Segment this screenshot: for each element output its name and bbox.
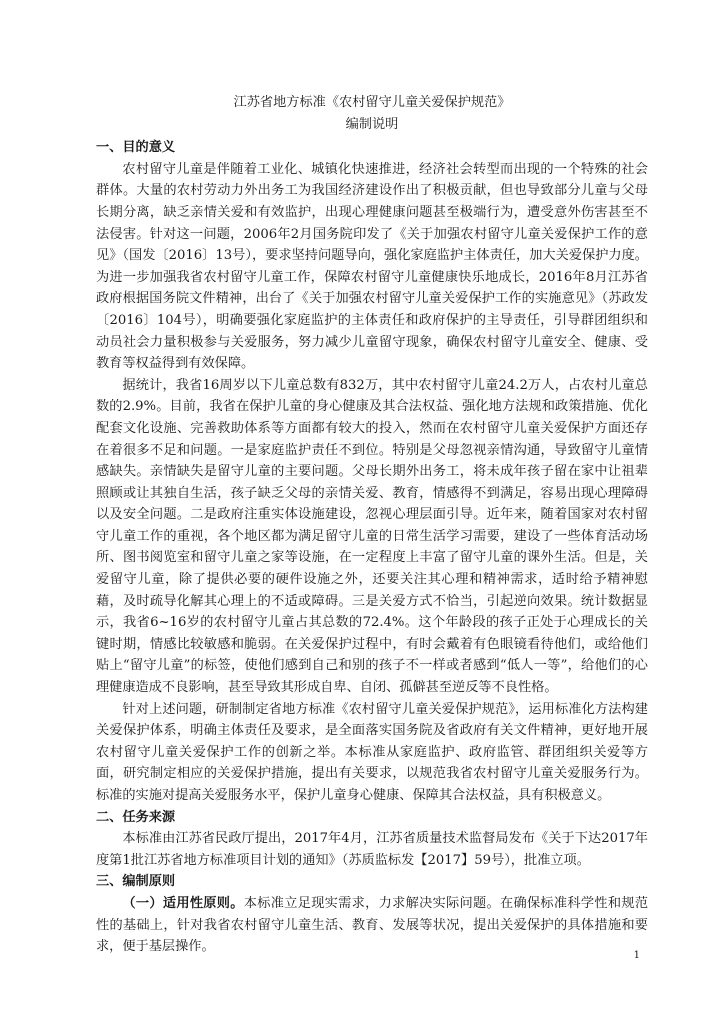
section-2-paragraph-1: 本标准由江苏省民政厅提出，2017年4月，江苏省质量技术监督局发布《关于下达2017年度第1批江苏省地方标准项目计划的通知》（苏质监标发【2017】59号），批准立项。 (96, 831, 648, 868)
section-1-heading: 一、目的意义 (96, 140, 176, 156)
section-3-heading: 三、编制原则 (96, 874, 176, 890)
section-3-item-1 (96, 893, 648, 958)
section-3-item-1-text: 本标准立足现实需求，力求解决实际问题。在确保标准科学性和规范性的基础上，针对我省农村留守儿童生活、教育、发展等状况，提出关爱保护的具体措施和要求，便于基层操作。 (96, 895, 649, 955)
section-3-item-1-lead: （一）适用性原则。 (122, 895, 244, 911)
section-1-paragraph-3: 针对上述问题，研制制定省地方标准《农村留守儿童关爱保护规范》，运用标准化方法构建关爱保护体系，明确主体责任及要求，是全面落实国务院及省政府有关文件精神，更好地开展农村留守儿童关爱保护工作的创新之举。本标准从家庭监护、政府监管、群团组织关爱等方面，研究制定相应的关爱保护措施，提出有关要求，以规范我省农村留守儿童关爱服务行为。标准的实施对提高关爱服务水平，保护儿童身心健康、保障其合法权益，具有积极意义。 (96, 701, 648, 803)
page-number: 1 (633, 950, 640, 961)
document-subtitle: 编制说明 (345, 116, 399, 132)
document-page (96, 92, 648, 958)
section-1-paragraph-1: 农村留守儿童是伴随着工业化、城镇化快速推进，经济社会转型而出现的一个特殊的社会群体。大量的农村劳动力外出务工为我国经济建设作出了积极贡献，但也导致部分儿童与父母长期分离，缺乏亲情关爱和有效监护，出现心理健康问题甚至极端行为，遭受意外伤害甚至不法侵害。针对这一问题，2006年2月国务院印发了《关于加强农村留守儿童关爱保护工作的意见》（国发〔2016〕13号），要求坚持问题导向，强化家庭监护主体责任，加大关爱保护力度。为进一步加强我省农村留守儿童工作，保障农村留守儿童健康快乐地成长，2016年8月江苏省政府根据国务院文件精神，出台了《关于加强农村留守儿童关爱保护工作的实施意见》（苏政发〔2016〕104号），明确要强化家庭监护的主体责任和政府保护的主导责任，引导群团组织和动员社会力量积极参与关爱服务，努力减少儿童留守现象，确保农村留守儿童安全、健康、受教育等权益得到有效保障。 (96, 161, 648, 372)
section-2-heading: 二、任务来源 (96, 809, 176, 825)
document-title: 江苏省地方标准《农村留守儿童关爱保护规范》 (233, 95, 511, 110)
section-1-paragraph-2: 据统计，我省16周岁以下儿童总数有832万，其中农村留守儿童24.2万人，占农村儿童总数的2.9%。目前，我省在保护儿童的身心健康及其合法权益、强化地方法规和政策措施、优化配套文化设施、完善救助体系等方面都有较大的投入，然而在农村留守儿童关爱保护方面还存在着很多不足和问题。一是家庭监护责任不到位。特别是父母忽视亲情沟通，导致留守儿童情感缺失。亲情缺失是留守儿童的主要问题。父母长期外出务工，将未成年孩子留在家中让祖辈照顾或让其独自生活，孩子缺乏父母的亲情关爱、教育，情感得不到满足，容易出现心理障碍以及安全问题。二是政府注重实体设施建设，忽视心理层面引导。近年来，随着国家对农村留守儿童工作的重视，各个地区都为满足留守儿童的日常生活学习需要，建设了一些体育活动场所、图书阅览室和留守儿童之家等设施，在一定程度上丰富了留守儿童的课外生活。但是，关爱留守儿童，除了提供必要的硬件设施之外，还要关注其心理和精神需求，适时给予精神慰藉，及时疏导化解其心理上的不适或障碍。三是关爱方式不恰当，引起逆向效果。统计数据显示，我省6~16岁的农村留守儿童占其总数的72.4%。这个年龄段的孩子正处于心理成长的关键时期，情感比较敏感和脆弱。在关爱保护过程中，有时会戴着有色眼镜看待他们，或给他们贴上“留守儿童”的标签，使他们感到自己和别的孩子不一样或者感到“低人一等”，给他们的心理健康造成不良影响，甚至导致其形成自卑、自闭、孤僻甚至逆反等不良性格。 (96, 377, 648, 696)
